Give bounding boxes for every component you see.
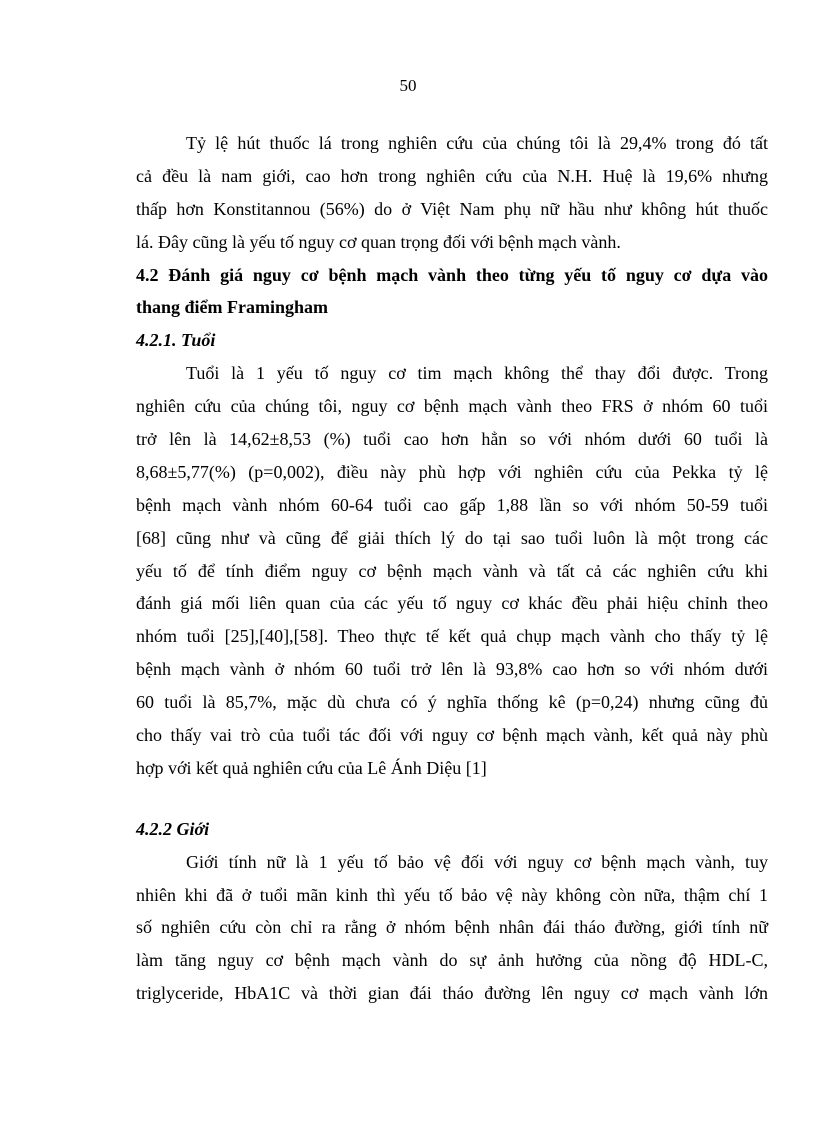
subsection-title-gender: 4.2.2 Giới [136, 818, 210, 839]
document-body [136, 127, 768, 1010]
paragraph-gender [136, 846, 768, 1010]
paragraph-age [136, 357, 768, 785]
text-line: thấp hơn Konstitannou (56%) do ở Việt Nam phụ nữ hầu như không hút thuốc [136, 198, 768, 219]
text-line: đánh giá mối liên quan của các yếu tố nguy cơ khác đều phải hiệu chỉnh theo [136, 593, 768, 614]
text-line: 60 tuổi là 85,7%, mặc dù chưa có ý nghĩa thống kê (p=0,24) nhưng cũng đủ [136, 692, 768, 713]
subsection-title-age: 4.2.1. Tuổi [136, 330, 216, 351]
page-number: 50 [399, 76, 417, 95]
text-line: nghiên cứu của chúng tôi, nguy cơ bệnh mạch vành theo FRS ở nhóm 60 tuổi [136, 396, 768, 417]
text-line: lá. Đây cũng là yếu tố nguy cơ quan trọng đối với bệnh mạch vành. [136, 231, 621, 252]
text-line: cho thấy vai trò của tuổi tác đối với nguy cơ bệnh mạch vành, kết quả này phù [136, 725, 768, 746]
text-line: trở lên là 14,62±8,53 (%) tuổi cao hơn hẳn so với nhóm dưới 60 tuổi là [136, 429, 768, 450]
section-heading-line: 4.2 Đánh giá nguy cơ bệnh mạch vành theo từng yếu tố nguy cơ dựa vào [136, 264, 768, 285]
text-line: Giới tính nữ là 1 yếu tố bảo vệ đối với nguy cơ bệnh mạch vành, tuy [186, 851, 768, 872]
text-line: làm tăng nguy cơ bệnh mạch vành do sự ảnh hưởng của nồng độ HDL-C, [136, 950, 768, 971]
text-line: nhóm tuổi [25],[40],[58]. Theo thực tế kết quả chụp mạch vành cho thấy tỷ lệ [136, 626, 768, 647]
text-line: triglyceride, HbA1C và thời gian đái tháo đường lên nguy cơ mạch vành lớn [136, 983, 768, 1004]
text-line: nhiên khi đã ở tuổi mãn kinh thì yếu tố bảo vệ này không còn nữa, thậm chí 1 [136, 884, 768, 905]
text-line: bệnh mạch vành ở nhóm 60 tuổi trở lên là 93,8% cao hơn so với nhóm dưới [136, 659, 768, 680]
text-line: số nghiên cứu còn chỉ ra rằng ở nhóm bệnh nhân đái tháo đường, giới tính nữ [136, 917, 768, 938]
text-line: yếu tố để tính điểm nguy cơ bệnh mạch vành và tất cả các nghiên cứu khi [136, 560, 768, 581]
text-line: 8,68±5,77(%) (p=0,002), điều này phù hợp với nghiên cứu của Pekka tỷ lệ [136, 461, 768, 482]
text-line: Tuổi là 1 yếu tố nguy cơ tim mạch không thể thay đổi được. Trong [186, 363, 768, 384]
text-line: cả đều là nam giới, cao hơn trong nghiên cứu của N.H. Huệ là 19,6% nhưng [136, 165, 768, 186]
text-line: Tỷ lệ hút thuốc lá trong nghiên cứu của chúng tôi là 29,4% trong đó tất [186, 133, 768, 153]
section-heading-line: thang điểm Framingham [136, 297, 329, 318]
paragraph-spacer [136, 785, 768, 813]
paragraph-smoking [136, 127, 768, 259]
text-line: bệnh mạch vành nhóm 60-64 tuổi cao gấp 1,88 lần so với nhóm 50-59 tuổi [136, 494, 768, 515]
section-heading-4-2 [136, 259, 768, 325]
text-line: [68] cũng như và cũng để giải thích lý do tại sao tuổi luôn là một trong các [136, 527, 768, 548]
text-line: hợp với kết quả nghiên cứu của Lê Ánh Diệu [1] [136, 757, 487, 778]
